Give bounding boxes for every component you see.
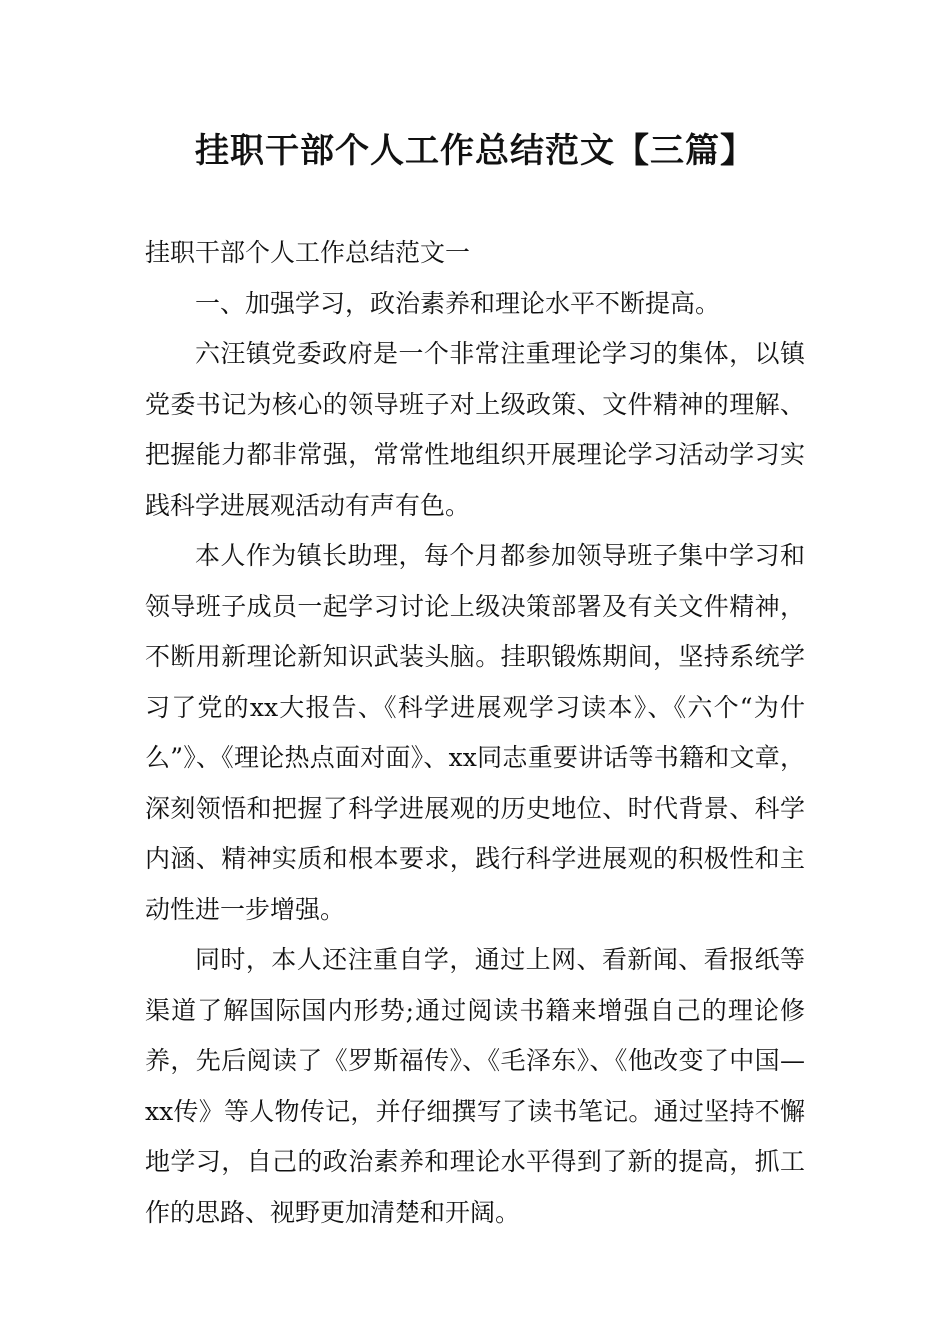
section-subtitle: 挂职干部个人工作总结范文一 xyxy=(145,238,471,267)
paragraph: 六汪镇党委政府是一个非常注重理论学习的集体，以镇党委书记为核心的领导班子对上级政策、文件精神的理解、把握能力都非常强，常常性地组织开展理论学习活动学习实践科学进展观活动有声有色。 xyxy=(145,339,805,520)
document-body xyxy=(145,228,805,1238)
document-title: 挂职干部个人工作总结范文【三篇】 xyxy=(195,131,755,171)
paragraph: 本人作为镇长助理，每个月都参加领导班子集中学习和领导班子成员一起学习讨论上级决策部署及有关文件精神，不断用新理论新知识武装头脑。挂职锻炼期间，坚持系统学习了党的xx大报告、《科学进展观学习读本》、《六个“为什么”》、《理论热点面对面》、xx同志重要讲话等书籍和文章，深刻领悟和把握了科学进展观的历史地位、时代背景、科学内涵、精神实质和根本要求，践行科学进展观的积极性和主动性进一步增强。 xyxy=(145,541,805,924)
paragraph: 同时，本人还注重自学，通过上网、看新闻、看报纸等渠道了解国际国内形势;通过阅读书籍来增强自己的理论修养，先后阅读了《罗斯福传》、《毛泽东》、《他改变了中国—xx传》等人物传记，并仔细撰写了读书笔记。通过坚持不懈地学习，自己的政治素养和理论水平得到了新的提高，抓工作的思路、视野更加清楚和开阔。 xyxy=(145,945,805,1227)
paragraph-heading-1: 一、加强学习，政治素养和理论水平不断提高。 xyxy=(195,288,721,318)
